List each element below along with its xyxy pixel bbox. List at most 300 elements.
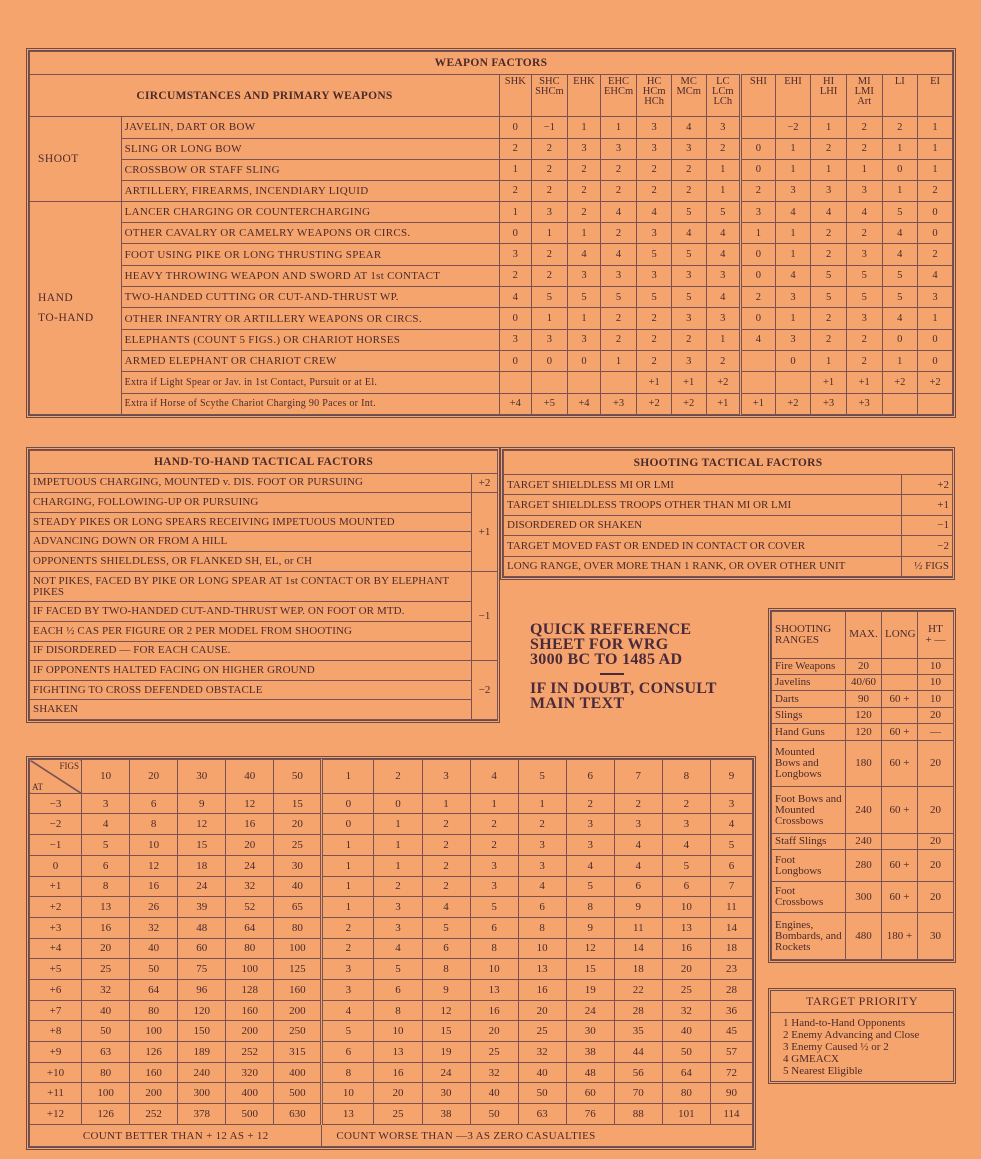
table-row — [30, 393, 953, 414]
weapon-factor-cell: 3 — [637, 223, 672, 244]
casualty-cell: 3 — [82, 793, 130, 814]
weapon-factor-cell: 2 — [811, 138, 847, 159]
weapon-factor-cell: 0 — [882, 329, 918, 350]
long-range: 60 + — [882, 691, 918, 707]
table-row — [30, 959, 753, 980]
table-row — [30, 287, 953, 308]
figs-header: 3 — [422, 760, 470, 794]
weapon-factor-cell: 2 — [671, 159, 706, 180]
footer-left-note: COUNT BETTER THAN + 12 AS + 12 — [30, 1125, 322, 1147]
corner-cell — [30, 760, 82, 794]
casualty-cell: 101 — [662, 1104, 710, 1125]
casualty-cell: 3 — [470, 876, 518, 897]
weapon-factor-cell: 3 — [531, 329, 568, 350]
target-priority-title: TARGET PRIORITY — [771, 991, 953, 1013]
casualty-cell: 1 — [374, 814, 422, 835]
max-range: 120 — [846, 724, 882, 740]
weapon-factor-cell: 3 — [846, 308, 882, 329]
casualty-cell: 26 — [130, 897, 178, 918]
at-value: −2 — [30, 814, 82, 835]
at-value: +12 — [30, 1104, 82, 1125]
casualty-cell: 10 — [518, 938, 566, 959]
weapon-factor-cell: 1 — [531, 308, 568, 329]
casualty-cell: 4 — [614, 835, 662, 856]
casualty-cell: 252 — [130, 1104, 178, 1125]
weapon-factor-cell: 2 — [811, 329, 847, 350]
weapon-factor-cell: 2 — [846, 350, 882, 371]
weapon-factor-cell: 1 — [775, 138, 811, 159]
weapon-factor-cell: 3 — [811, 180, 847, 201]
target-priority-list — [771, 1013, 953, 1077]
casualty-cell: 5 — [322, 1021, 374, 1042]
weapon-factor-cell: 1 — [600, 117, 637, 138]
shooting-ranges-grid — [771, 611, 954, 960]
weapon-factor-cell: 1 — [882, 350, 918, 371]
casualty-cell: 128 — [226, 979, 274, 1000]
table-row — [30, 201, 953, 222]
weapon-factor-cell — [918, 393, 953, 414]
list-item: 4 GMEACX — [783, 1053, 839, 1065]
htf-mod: −1 — [472, 571, 498, 661]
htf-item: CHARGING, FOLLOWING-UP OR PURSUING — [30, 493, 472, 513]
weapon-factor-cell: 3 — [671, 350, 706, 371]
casualty-cell: 9 — [178, 793, 226, 814]
list-item: 3 Enemy Caused ½ or 2 — [783, 1041, 889, 1053]
weapon-factor-cell: 1 — [811, 350, 847, 371]
casualty-cell: 13 — [662, 917, 710, 938]
casualty-cell: 20 — [662, 959, 710, 980]
casualty-cell: 8 — [322, 1062, 374, 1083]
casualty-cell: 5 — [374, 959, 422, 980]
weapon-factors-table — [26, 48, 956, 418]
long-range — [882, 833, 918, 849]
casualty-cell: 0 — [322, 814, 374, 835]
weapon-row-label: Extra if Light Spear or Jav. in 1st Contact, Pursuit or at El. — [121, 372, 499, 393]
casualty-cell: 500 — [274, 1083, 322, 1104]
weapon-factor-cell: 2 — [568, 201, 601, 222]
casualty-cell: 57 — [710, 1042, 752, 1063]
casualty-cell: 3 — [566, 835, 614, 856]
casualty-cell: 2 — [374, 876, 422, 897]
casualty-cell: 16 — [662, 938, 710, 959]
long-range: 60 + — [882, 787, 918, 834]
weapon-factor-cell — [500, 372, 532, 393]
weapon-factor-cell: 3 — [600, 138, 637, 159]
weapon-row-label: ARTILLERY, FIREARMS, INCENDIARY LIQUID — [121, 180, 499, 201]
stf-mod: ½ FIGS — [902, 556, 953, 576]
figs-header: 4 — [470, 760, 518, 794]
table-row — [30, 223, 953, 244]
height-mod: 10 — [918, 675, 954, 691]
casualty-cell: 30 — [274, 855, 322, 876]
weapon-factor-cell: 4 — [741, 329, 776, 350]
weapon-factor-cell: 3 — [706, 117, 741, 138]
weapon-factor-cell: −1 — [531, 117, 568, 138]
table-row — [30, 855, 753, 876]
weapon-factor-cell: 4 — [637, 201, 672, 222]
quick-ref-line: 3000 BC TO 1485 AD — [530, 651, 683, 668]
casualty-cell: 16 — [470, 1000, 518, 1021]
weapon-factor-cell: +1 — [671, 372, 706, 393]
casualty-cell: 64 — [226, 917, 274, 938]
weapon-factor-cell: 2 — [531, 244, 568, 265]
weapon-factor-cell: 0 — [741, 265, 776, 286]
htf-mod: +2 — [472, 473, 498, 493]
figs-header: 5 — [518, 760, 566, 794]
casualty-cell: 0 — [374, 793, 422, 814]
weapon-factors-title: WEAPON FACTORS — [30, 52, 953, 75]
weapon-factor-cell: 3 — [846, 244, 882, 265]
weapon-factor-cell: 3 — [500, 244, 532, 265]
casualty-cell: 6 — [82, 855, 130, 876]
casualty-cell: 6 — [614, 876, 662, 897]
casualty-cell: 252 — [226, 1042, 274, 1063]
casualty-cell: 30 — [566, 1021, 614, 1042]
stf-mod: +2 — [902, 475, 953, 495]
casualty-cell: 40 — [518, 1062, 566, 1083]
table-row — [30, 876, 753, 897]
casualty-cell: 18 — [178, 855, 226, 876]
weapon-factor-cell: 3 — [637, 265, 672, 286]
weapon-factor-cell: 2 — [600, 180, 637, 201]
casualty-cell: 12 — [226, 793, 274, 814]
casualty-cell: 1 — [322, 855, 374, 876]
long-range: 60 + — [882, 850, 918, 882]
casualty-cell: 3 — [518, 835, 566, 856]
weapon-factor-cell: 5 — [882, 201, 918, 222]
casualty-cell: 50 — [130, 959, 178, 980]
weapon-column-header: HI LHI — [811, 75, 847, 117]
casualty-cell: 48 — [178, 917, 226, 938]
weapon-factor-cell: 4 — [775, 265, 811, 286]
casualty-cell: 10 — [662, 897, 710, 918]
weapon-factor-cell: +3 — [846, 393, 882, 414]
casualty-cell: 18 — [710, 938, 752, 959]
htf-item: IF OPPONENTS HALTED FACING ON HIGHER GROUND — [30, 661, 472, 681]
weapon-factor-cell: 2 — [531, 159, 568, 180]
casualty-cell: 16 — [226, 814, 274, 835]
casualty-cell: 6 — [130, 793, 178, 814]
weapon-factor-cell: 1 — [531, 223, 568, 244]
table-row — [30, 1062, 753, 1083]
weapon-row-label: HEAVY THROWING WEAPON AND SWORD AT 1st CONTACT — [121, 265, 499, 286]
htf-item: SHAKEN — [30, 700, 472, 720]
weapon-factor-cell: +1 — [706, 393, 741, 414]
at-value: +7 — [30, 1000, 82, 1021]
casualty-cell: 80 — [226, 938, 274, 959]
weapon-column-header: EHI — [775, 75, 811, 117]
weapon-factor-cell: 0 — [741, 159, 776, 180]
weapon-column-header: SHC SHCm — [531, 75, 568, 117]
at-value: +2 — [30, 897, 82, 918]
table-row — [30, 938, 753, 959]
weapon-factor-cell: 0 — [741, 308, 776, 329]
casualty-cell: 40 — [274, 876, 322, 897]
figs-header: 40 — [226, 760, 274, 794]
weapon-factor-cell: 2 — [637, 180, 672, 201]
casualty-cell: 3 — [322, 979, 374, 1000]
weapon-factor-cell: 3 — [775, 287, 811, 308]
stf-label: LONG RANGE, OVER MORE THAN 1 RANK, OR OVER OTHER UNIT — [504, 556, 902, 576]
weapon-factor-cell: 2 — [846, 138, 882, 159]
casualty-cell: 4 — [710, 814, 752, 835]
casualty-cell: 30 — [422, 1083, 470, 1104]
casualty-cell: 24 — [178, 876, 226, 897]
weapon-factor-cell: 1 — [811, 159, 847, 180]
sr-header: SHOOTING RANGES — [772, 612, 846, 659]
casualty-cell: 80 — [274, 917, 322, 938]
casualty-cell: 2 — [422, 855, 470, 876]
weapon-factor-cell: +2 — [882, 372, 918, 393]
casualty-cell: 1 — [322, 876, 374, 897]
casualty-cell: 12 — [178, 814, 226, 835]
table-row — [772, 658, 954, 674]
long-range: 60 + — [882, 740, 918, 787]
weapon-factor-cell — [741, 350, 776, 371]
casualty-cell: 28 — [710, 979, 752, 1000]
casualty-cell: 56 — [614, 1062, 662, 1083]
casualty-cell: 24 — [566, 1000, 614, 1021]
casualty-cell: 1 — [518, 793, 566, 814]
casualty-cell: 80 — [82, 1062, 130, 1083]
table-row — [30, 372, 953, 393]
casualty-cell: 12 — [130, 855, 178, 876]
figs-header: 20 — [130, 760, 178, 794]
weapon-factor-cell: +1 — [846, 372, 882, 393]
table-row — [30, 897, 753, 918]
weapon-factor-cell: 2 — [811, 308, 847, 329]
weapon-factor-cell: 0 — [918, 201, 953, 222]
casualty-cell: 200 — [274, 1000, 322, 1021]
figs-header: 9 — [710, 760, 752, 794]
at-value: +3 — [30, 917, 82, 938]
casualty-cell: 50 — [662, 1042, 710, 1063]
figs-header: 30 — [178, 760, 226, 794]
weapon-factor-cell: 2 — [637, 350, 672, 371]
at-value: −3 — [30, 793, 82, 814]
weapon-factor-cell: 3 — [500, 329, 532, 350]
table-row — [772, 740, 954, 787]
weapon-factor-cell: 5 — [637, 287, 672, 308]
weapon-factor-cell: 3 — [706, 265, 741, 286]
casualty-cell: 1 — [374, 835, 422, 856]
casualty-cell: 1 — [470, 793, 518, 814]
weapon-factor-cell: 1 — [846, 159, 882, 180]
casualty-cell: 3 — [470, 855, 518, 876]
weapon-type: Slings — [772, 707, 846, 723]
max-range: 90 — [846, 691, 882, 707]
table-row — [30, 793, 753, 814]
height-mod: 20 — [918, 787, 954, 834]
weapon-factor-cell: 3 — [671, 308, 706, 329]
divider — [600, 673, 624, 675]
casualty-cell: 6 — [518, 897, 566, 918]
table-row — [30, 329, 953, 350]
casualty-cell: 10 — [470, 959, 518, 980]
weapon-row-label: OTHER CAVALRY OR CAMELRY WEAPONS OR CIRCS. — [121, 223, 499, 244]
casualty-cell: 28 — [614, 1000, 662, 1021]
casualty-cell: 3 — [566, 814, 614, 835]
casualty-cell: 63 — [82, 1042, 130, 1063]
weapon-row-label: LANCER CHARGING OR COUNTERCHARGING — [121, 201, 499, 222]
max-range: 240 — [846, 833, 882, 849]
hand-to-hand-tactical-factors — [26, 447, 500, 723]
casualty-cell: 64 — [130, 979, 178, 1000]
weapon-factor-cell: 1 — [600, 350, 637, 371]
weapon-factor-cell — [568, 372, 601, 393]
casualty-cell: 45 — [710, 1021, 752, 1042]
at-value: +8 — [30, 1021, 82, 1042]
table-row — [30, 1083, 753, 1104]
casualty-cell: 16 — [130, 876, 178, 897]
casualty-cell: 0 — [322, 793, 374, 814]
weapon-factor-cell: 2 — [846, 223, 882, 244]
casualty-cell: 100 — [226, 959, 274, 980]
casualty-cell: 1 — [322, 835, 374, 856]
weapon-column-header: EHK — [568, 75, 601, 117]
stf-mod: −2 — [902, 536, 953, 556]
weapon-factor-cell: 0 — [741, 244, 776, 265]
shooting-tactical-title: SHOOTING TACTICAL FACTORS — [504, 451, 953, 475]
weapon-factor-cell: 0 — [500, 223, 532, 244]
weapon-factor-cell: 2 — [811, 244, 847, 265]
weapon-factor-cell: 5 — [846, 265, 882, 286]
casualty-cell: 320 — [226, 1062, 274, 1083]
casualty-cell: 90 — [710, 1083, 752, 1104]
casualty-cell: 160 — [226, 1000, 274, 1021]
casualty-cell: 35 — [614, 1021, 662, 1042]
casualty-cell: 14 — [614, 938, 662, 959]
weapon-factors-grid — [29, 51, 953, 415]
casualty-cell: 400 — [226, 1083, 274, 1104]
table-row — [30, 265, 953, 286]
weapon-factor-cell: 3 — [531, 201, 568, 222]
htf-mod: +1 — [472, 493, 498, 571]
casualty-cell: 5 — [566, 876, 614, 897]
weapon-factor-cell: 1 — [775, 223, 811, 244]
weapon-factor-cell: 4 — [918, 265, 953, 286]
weapon-factor-cell: 4 — [671, 223, 706, 244]
casualty-cell: 6 — [322, 1042, 374, 1063]
casualty-cell: 11 — [710, 897, 752, 918]
casualty-cell: 14 — [710, 917, 752, 938]
corner-figs: FIGS — [59, 761, 80, 771]
weapon-factor-cell: 2 — [637, 329, 672, 350]
casualty-cell: 630 — [274, 1104, 322, 1125]
casualty-cell: 40 — [82, 1000, 130, 1021]
weapon-factor-cell: 1 — [918, 138, 953, 159]
casualty-cell: 3 — [374, 917, 422, 938]
weapon-factor-cell: 2 — [500, 265, 532, 286]
weapon-factor-cell: 2 — [500, 180, 532, 201]
casualty-cell: 13 — [374, 1042, 422, 1063]
table-row — [30, 1021, 753, 1042]
casualty-grid — [29, 759, 753, 1147]
casualty-cell: 2 — [322, 938, 374, 959]
weapon-factor-cell: 4 — [811, 201, 847, 222]
casualty-cell: 2 — [322, 917, 374, 938]
weapon-factor-cell: 1 — [775, 308, 811, 329]
casualty-cell: 100 — [274, 938, 322, 959]
casualty-cell: 25 — [274, 835, 322, 856]
sr-header: HT + — — [918, 612, 954, 659]
casualty-cell: 64 — [662, 1062, 710, 1083]
casualty-cell: 2 — [470, 835, 518, 856]
weapon-type: Foot Longbows — [772, 850, 846, 882]
casualty-cell: 1 — [322, 897, 374, 918]
weapon-factor-cell: 2 — [568, 159, 601, 180]
weapon-factor-cell: 1 — [500, 201, 532, 222]
shooting-tactical-grid — [503, 450, 953, 577]
weapon-factor-cell: 5 — [811, 265, 847, 286]
weapon-factor-cell: 1 — [706, 180, 741, 201]
table-row — [30, 814, 753, 835]
htf-item: IF FACED BY TWO-HANDED CUT-AND-THRUST WEP. ON FOOT OR MTD. — [30, 602, 472, 622]
casualty-cell: 38 — [566, 1042, 614, 1063]
casualty-cell: 114 — [710, 1104, 752, 1125]
weapon-factor-cell: 2 — [671, 180, 706, 201]
table-row — [772, 691, 954, 707]
casualty-cell: 15 — [274, 793, 322, 814]
casualty-cell: 38 — [422, 1104, 470, 1125]
casualty-cell: 3 — [614, 814, 662, 835]
list-item: 5 Nearest Eligible — [783, 1065, 863, 1077]
htf-item: EACH ½ CAS PER FIGURE OR 2 PER MODEL FROM SHOOTING — [30, 622, 472, 642]
casualty-cell: 8 — [518, 917, 566, 938]
casualty-cell: 24 — [422, 1062, 470, 1083]
weapon-factor-cell: 2 — [600, 223, 637, 244]
max-range: 240 — [846, 787, 882, 834]
casualty-cell: 32 — [518, 1042, 566, 1063]
table-row — [30, 1104, 753, 1125]
weapon-factor-cell: 3 — [918, 287, 953, 308]
weapon-type: Mounted Bows and Longbows — [772, 740, 846, 787]
weapon-factor-cell: 2 — [918, 180, 953, 201]
casualty-cell: 25 — [518, 1021, 566, 1042]
casualty-cell: 12 — [566, 938, 614, 959]
casualty-cell: 160 — [130, 1062, 178, 1083]
weapon-factor-cell: 0 — [500, 117, 532, 138]
casualty-cell: 16 — [518, 979, 566, 1000]
table-row — [30, 1042, 753, 1063]
weapon-row-label: ARMED ELEPHANT OR CHARIOT CREW — [121, 350, 499, 371]
weapon-factor-cell: 2 — [706, 350, 741, 371]
weapon-column-header: MC MCm — [671, 75, 706, 117]
weapon-type: Engines, Bombards, and Rockets — [772, 913, 846, 960]
weapon-row-label: ELEPHANTS (COUNT 5 FIGS.) OR CHARIOT HORSES — [121, 329, 499, 350]
casualty-cell: 2 — [422, 814, 470, 835]
weapon-factor-cell: 2 — [637, 159, 672, 180]
weapon-row-label: SLING OR LONG BOW — [121, 138, 499, 159]
casualty-cell: 100 — [82, 1083, 130, 1104]
weapon-column-header: SHI — [741, 75, 776, 117]
at-value: +1 — [30, 876, 82, 897]
weapon-factor-cell: +3 — [600, 393, 637, 414]
weapon-factor-cell: 1 — [775, 159, 811, 180]
quick-reference-heading — [530, 622, 765, 711]
weapon-factor-cell: 3 — [637, 138, 672, 159]
weapon-factor-cell: 2 — [741, 180, 776, 201]
stf-label: TARGET MOVED FAST OR ENDED IN CONTACT OR COVER — [504, 536, 902, 556]
casualty-cell: 125 — [274, 959, 322, 980]
weapon-factor-cell: 2 — [811, 223, 847, 244]
stf-mod: −1 — [902, 515, 953, 535]
shooting-ranges-table — [768, 608, 956, 963]
casualty-cell: 10 — [374, 1021, 422, 1042]
circumstances-header: CIRCUMSTANCES AND PRIMARY WEAPONS — [30, 75, 500, 117]
weapon-column-header: EHC EHCm — [600, 75, 637, 117]
casualty-cell: 2 — [614, 793, 662, 814]
